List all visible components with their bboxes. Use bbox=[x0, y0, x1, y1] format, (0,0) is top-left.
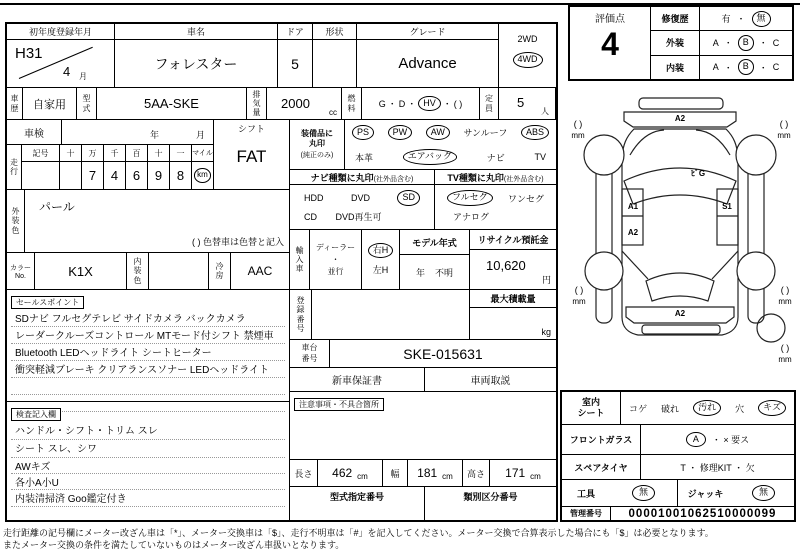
seat-yabure: 破れ bbox=[661, 403, 680, 414]
manual-cell: 車両取説 bbox=[425, 368, 556, 392]
ac-value: AAC bbox=[231, 253, 290, 290]
equip-sunroof: サンルーフ bbox=[463, 128, 508, 138]
footer-note bbox=[3, 527, 798, 551]
max-load-cell: 最大積載量 kg bbox=[470, 290, 556, 340]
caution-box bbox=[290, 392, 556, 460]
width-label: 幅 bbox=[383, 460, 408, 487]
navi-cd: CD bbox=[304, 212, 317, 222]
equip-navi: ナビ bbox=[486, 152, 505, 163]
svg-text:mm: mm bbox=[778, 355, 792, 364]
mileage-col-10: 十 bbox=[148, 145, 170, 162]
shape-header: 形状 bbox=[313, 24, 357, 40]
reg-no-value bbox=[312, 290, 470, 340]
import-handle-cell bbox=[362, 230, 400, 290]
mileage-digit-3: 4 bbox=[104, 162, 126, 190]
length-label: 長さ bbox=[290, 460, 318, 487]
inspect-line-3: AWキズ bbox=[11, 458, 285, 474]
recycle-value bbox=[470, 250, 556, 290]
sales-points-box bbox=[7, 290, 290, 402]
equip-airbag: エアバッグ bbox=[403, 149, 457, 165]
mileage-col-10k: 万 bbox=[82, 145, 104, 162]
tv-analog: アナログ bbox=[453, 212, 490, 222]
history-label: 車歴 bbox=[7, 88, 23, 120]
rear-right-wheel bbox=[737, 252, 775, 290]
capacity-unit: 人 bbox=[541, 107, 549, 116]
hood-arc-right bbox=[696, 130, 730, 155]
exterior-a: A bbox=[712, 37, 719, 48]
tools-none-circled: 無 bbox=[632, 485, 655, 501]
height-label: 高さ bbox=[463, 460, 490, 487]
tools-row: 工具 無 ジャッキ 無 bbox=[562, 480, 794, 507]
car-name-header: 車名 bbox=[115, 24, 278, 40]
front-right-wheel bbox=[736, 135, 776, 175]
model-year-value: 年 不明 bbox=[400, 255, 470, 290]
mileage-mile-header: マイル bbox=[192, 145, 214, 162]
first-reg-month: 4 bbox=[63, 64, 71, 79]
tv-oneseg: ワンセグ bbox=[507, 193, 544, 204]
windshield-rest: ・ × 要ス bbox=[711, 435, 750, 445]
tv-type-cell bbox=[435, 185, 556, 230]
interior-c: C bbox=[772, 62, 780, 73]
interior-b-circled: B bbox=[738, 59, 754, 75]
import-dealer-cell: ディーラー ・ 並行 bbox=[310, 230, 362, 290]
model-code-label: 型式 bbox=[77, 88, 97, 120]
fuel-d: D bbox=[398, 98, 406, 109]
equip-row-2 bbox=[345, 145, 556, 170]
car-damage-diagram bbox=[560, 85, 800, 387]
repair-row: 修復歴 有 ・ 無 bbox=[651, 7, 792, 31]
shaken-month-label: 月 bbox=[196, 130, 206, 140]
drive-cell bbox=[499, 24, 556, 88]
left-rear-door-label: A2 bbox=[627, 228, 639, 237]
shift-cell bbox=[214, 120, 290, 190]
equip-tv: TV bbox=[534, 152, 546, 162]
equip-label: 装備品に 丸印 (純正のみ) bbox=[290, 120, 345, 170]
hood-arc-left bbox=[630, 130, 664, 155]
mileage-sign-header: 記号 bbox=[22, 145, 60, 162]
rear-window bbox=[646, 273, 714, 301]
displacement-value bbox=[267, 88, 342, 120]
spare-tire bbox=[757, 314, 785, 342]
jack-none-circled: 無 bbox=[752, 485, 775, 501]
fuel-hv-circled: HV bbox=[418, 96, 441, 112]
car-name-value: フォレスター bbox=[115, 40, 278, 88]
caution-label: 注意事項・不具合箇所 bbox=[294, 398, 384, 411]
mileage-col-100k: 十 bbox=[60, 145, 82, 162]
type-no-cell: 型式指定番号 bbox=[290, 487, 425, 520]
seat-koge: コゲ bbox=[629, 403, 648, 414]
mileage-col-1k: 千 bbox=[104, 145, 126, 162]
mileage-digit-4: 6 bbox=[126, 162, 148, 190]
ext-color-note: ( ) 色替車は色替と記入 bbox=[192, 237, 284, 247]
recycle-unit: 円 bbox=[541, 275, 551, 285]
shaken-cell bbox=[62, 120, 214, 145]
equip-row-1 bbox=[345, 120, 556, 145]
seat-row: 室内 シート コゲ 破れ 汚れ 穴 キズ bbox=[562, 392, 794, 425]
mileage-col-1: 一 bbox=[170, 145, 192, 162]
first-reg-month-unit: 月 bbox=[79, 72, 87, 81]
int-color-value bbox=[149, 253, 209, 290]
navi-dvd-play: DVD再生可 bbox=[335, 212, 382, 222]
main-form bbox=[5, 22, 558, 522]
displacement-label: 排気量 bbox=[247, 88, 267, 120]
sales-line-3: Bluetooth LEDヘッドライト シートヒーター bbox=[11, 344, 285, 361]
capacity-value bbox=[499, 88, 556, 120]
equip-ps: PS bbox=[352, 125, 374, 141]
shape-value bbox=[313, 40, 357, 88]
warranty-cell: 新車保証書 bbox=[290, 368, 425, 392]
right-handle-circled: 右H bbox=[368, 243, 394, 259]
repair-yes: 有 bbox=[721, 14, 731, 25]
sales-line-1: SDナビ フルセグテレビ サイドカメラ バックカメラ bbox=[11, 310, 285, 327]
inspect-box bbox=[7, 402, 290, 520]
capacity-label: 定員 bbox=[480, 88, 499, 120]
svg-text:( ): ( ) bbox=[574, 285, 584, 295]
front-left-wheel bbox=[584, 135, 624, 175]
grade-value: Advance bbox=[357, 40, 499, 88]
footer-line-2: またメーター交換の条件を満たしていないものはメーター改ざん車扱いとなります。 bbox=[3, 540, 345, 551]
tv-type-header: TV種類に丸印(社外品含む) bbox=[435, 170, 556, 185]
rear-bumper-label: A2 bbox=[674, 309, 686, 318]
length-value: 462 cm bbox=[318, 460, 383, 487]
mileage-col-100: 百 bbox=[126, 145, 148, 162]
fuel-value: G ・ D ・ HV ・ ( ) bbox=[362, 88, 480, 120]
ext-color-label: 外装色 bbox=[7, 190, 25, 253]
mileage-sign-value bbox=[22, 162, 60, 190]
equip-pw: PW bbox=[388, 125, 413, 141]
model-year-unknown: 不明 bbox=[435, 267, 454, 278]
windshield-label: ﾋﾞG bbox=[690, 169, 706, 178]
model-year-header: モデル年式 bbox=[400, 230, 470, 255]
footer-line-1: 走行距離の記号欄にメーター改ざん車は「*」、メーター交換車は「$」、走行不明車は「#」を記入してください。メーター交換で合算表示した場合にも「$」は必要となります。 bbox=[3, 528, 714, 538]
spare-tire-row: スペアタイヤ T ・ 修理KIT ・ 欠 bbox=[562, 455, 794, 480]
reg-no-label: 登録番号 bbox=[290, 290, 312, 340]
navi-sd-circled: SD bbox=[397, 190, 420, 206]
equip-leather: 本革 bbox=[355, 152, 374, 163]
mileage-label: 走行 bbox=[7, 145, 22, 190]
svg-text:( ): ( ) bbox=[780, 343, 790, 353]
sales-line-empty-1 bbox=[11, 378, 285, 395]
score-cell bbox=[570, 7, 651, 79]
inspect-line-1: ハンドル・シフト・トリム スレ bbox=[11, 422, 285, 440]
chassis-value: SKE-015631 bbox=[330, 340, 556, 368]
inspect-line-5: 内装清掃済 Goo鑑定付き bbox=[11, 490, 285, 507]
inspect-line-2: シート スレ、シワ bbox=[11, 440, 285, 458]
ext-color-cell bbox=[25, 190, 290, 253]
exterior-grade-row: 外装 A ・ B ・ C bbox=[651, 31, 792, 55]
displacement-number: 2000 bbox=[281, 96, 310, 111]
mileage-unit-cell bbox=[192, 162, 214, 190]
first-reg-year: H31 bbox=[15, 45, 43, 62]
shaken-label: 車検 bbox=[7, 120, 62, 145]
windshield-row: フロントガラス A ・ × 要ス bbox=[562, 425, 794, 455]
displacement-unit: cc bbox=[329, 108, 337, 117]
capacity-number: 5 bbox=[517, 95, 525, 110]
shift-value: FAT bbox=[236, 147, 267, 166]
recycle-header: リサイクル預託金 bbox=[470, 230, 556, 250]
int-color-label: 内装色 bbox=[127, 253, 149, 290]
km-circled: km bbox=[194, 168, 211, 182]
rear-left-wheel bbox=[585, 252, 623, 290]
mgmt-number: 00001001062510000099 bbox=[628, 507, 777, 520]
grade-header: グレード bbox=[357, 24, 499, 40]
inspect-line-4: 各小A小U bbox=[11, 474, 285, 490]
import-label: 輸入車 bbox=[290, 230, 310, 290]
exterior-b-circled: B bbox=[738, 35, 754, 51]
door-value: 5 bbox=[278, 40, 313, 88]
body-outline bbox=[622, 129, 738, 335]
rear-lower-bar bbox=[642, 325, 720, 334]
roof-rack bbox=[639, 98, 723, 109]
svg-text:mm: mm bbox=[778, 297, 792, 306]
mgmt-row: 管理番号 00001001062510000099 bbox=[562, 507, 794, 520]
color-no-value: K1X bbox=[35, 253, 127, 290]
navi-type-header: ナビ種類に丸印(社外品含む) bbox=[290, 170, 435, 185]
class-no-cell: 類別区分番号 bbox=[463, 492, 518, 502]
ext-color-value: パール bbox=[39, 200, 75, 214]
interior-a: A bbox=[712, 62, 719, 73]
first-reg-header: 初年度登録年月 bbox=[7, 24, 115, 40]
sales-line-4: 衝突軽減ブレーキ クリアランスソナー LEDヘッドライト bbox=[11, 361, 285, 378]
recycle-amount: 10,620 bbox=[486, 258, 526, 273]
svg-text:mm: mm bbox=[571, 131, 585, 140]
mileage-digit-6: 8 bbox=[170, 162, 192, 190]
mileage-digit-1 bbox=[60, 162, 82, 190]
fuel-paren: ( ) bbox=[453, 98, 463, 109]
score-value: 4 bbox=[601, 26, 619, 62]
svg-text:( ): ( ) bbox=[780, 285, 790, 295]
color-no-label: カラー No. bbox=[7, 253, 35, 290]
left-front-door-label: A1 bbox=[627, 202, 639, 211]
seat-yogore-circled: 汚れ bbox=[693, 400, 721, 416]
seat-kizu-circled: キズ bbox=[758, 400, 786, 416]
equip-abs: ABS bbox=[521, 125, 549, 141]
left-handle: 左H bbox=[372, 265, 389, 276]
right-door-panels bbox=[717, 189, 738, 245]
score-label: 評価点 bbox=[595, 14, 625, 25]
svg-text:mm: mm bbox=[777, 131, 791, 140]
sales-line-2: レーダークルーズコントロール MTモード付シフト 禁煙車 bbox=[11, 327, 285, 344]
navi-type-cell bbox=[290, 185, 435, 230]
equip-aw: AW bbox=[426, 125, 450, 141]
windshield bbox=[624, 168, 736, 204]
drive-2wd: 2WD bbox=[517, 34, 538, 44]
mileage-digit-2: 7 bbox=[82, 162, 104, 190]
svg-text:( ): ( ) bbox=[573, 119, 583, 129]
exterior-c: C bbox=[772, 37, 780, 48]
inspect-label: 検査記入欄 bbox=[11, 408, 61, 421]
svg-text:( ): ( ) bbox=[779, 119, 789, 129]
max-load-unit: kg bbox=[541, 327, 551, 337]
chassis-label: 車台 番号 bbox=[290, 340, 330, 368]
condition-table bbox=[560, 390, 796, 522]
door-header: ドア bbox=[278, 24, 313, 40]
shift-label: シフト bbox=[237, 124, 265, 134]
repair-no-circled: 無 bbox=[752, 11, 771, 27]
first-reg-cell bbox=[7, 40, 115, 88]
sales-points-label: セールスポイント bbox=[11, 296, 84, 309]
seat-ana: 穴 bbox=[735, 403, 745, 414]
shaken-year-label: 年 bbox=[150, 130, 160, 140]
height-value: 171 cm bbox=[490, 460, 556, 487]
spare-tire-value: T ・ 修理KIT ・ 欠 bbox=[680, 462, 755, 473]
c-pillar-lines bbox=[622, 251, 738, 279]
ac-label: 冷房 bbox=[209, 253, 231, 290]
navi-hdd: HDD bbox=[304, 193, 324, 203]
mileage-digit-5: 9 bbox=[148, 162, 170, 190]
front-bumper-label: A2 bbox=[674, 114, 686, 123]
right-front-door-label: S1 bbox=[722, 202, 732, 211]
fuel-label: 燃料 bbox=[342, 88, 362, 120]
rating-box bbox=[568, 5, 794, 81]
tv-fullseg-circled: フルセグ bbox=[447, 190, 493, 206]
fuel-g: G bbox=[378, 98, 386, 109]
navi-dvd: DVD bbox=[350, 193, 370, 203]
history-value: 自家用 bbox=[23, 88, 77, 120]
interior-grade-row: 内装 A ・ B ・ C bbox=[651, 56, 792, 79]
svg-text:mm: mm bbox=[572, 297, 586, 306]
width-value: 181 cm bbox=[408, 460, 463, 487]
model-code-value: 5AA-SKE bbox=[97, 88, 247, 120]
drive-4wd-circled: 4WD bbox=[513, 52, 543, 68]
windshield-a-circled: A bbox=[686, 432, 706, 448]
